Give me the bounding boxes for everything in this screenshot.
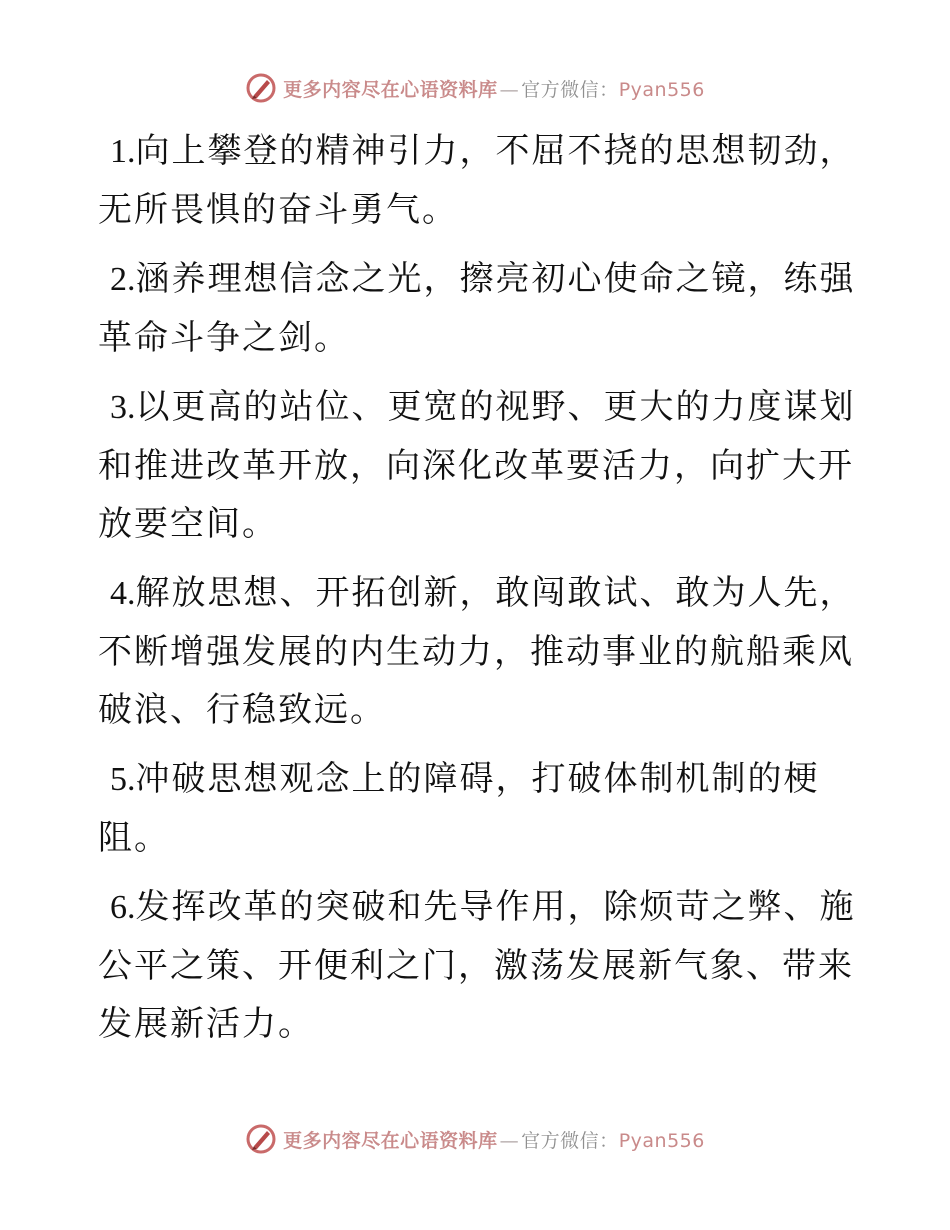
- item-number: 2.: [110, 261, 136, 298]
- watermark-wechat-id: Pyan556: [618, 1129, 705, 1152]
- item-number: 1.: [110, 133, 136, 170]
- item-text: 向上攀登的精神引力，不屈不挠的思想韧劲，无所畏惧的奋斗勇气。: [98, 131, 856, 230]
- watermark-dash: —: [499, 1129, 520, 1152]
- list-item: [98, 564, 858, 739]
- list-item: [98, 250, 858, 367]
- item-number: 3.: [110, 389, 136, 426]
- watermark-dash: —: [499, 78, 520, 101]
- watermark-official-label: 官方微信：: [521, 78, 619, 101]
- list-item: [98, 378, 858, 553]
- list-item: [98, 878, 858, 1053]
- watermark-brand: 更多内容尽在心语资料库: [283, 78, 498, 101]
- item-number: 6.: [110, 889, 136, 926]
- fountain-pen-logo-icon: [245, 72, 277, 104]
- item-text: 冲破思想观念上的障碍，打破体制机制的梗阻。: [98, 759, 820, 858]
- item-text: 涵养理想信念之光，擦亮初心使命之镜，练强革命斗争之剑。: [98, 259, 856, 358]
- watermark-official-label: 官方微信：: [521, 1129, 619, 1152]
- watermark-brand: 更多内容尽在心语资料库: [283, 1129, 498, 1152]
- fountain-pen-logo-icon: [245, 1123, 277, 1155]
- item-text: 解放思想、开拓创新，敢闯敢试、敢为人先，不断增强发展的内生动力，推动事业的航船乘风破浪、行稳致远。: [98, 573, 856, 730]
- item-number: 5.: [110, 761, 136, 798]
- item-text: 以更高的站位、更宽的视野、更大的力度谋划和推进改革开放，向深化改革要活力，向扩大开放要空间。: [98, 387, 856, 544]
- item-text: 发挥改革的突破和先导作用，除烦苛之弊、施公平之策、开便利之门，激荡发展新气象、带来发展新活力。: [98, 887, 856, 1044]
- header-watermark: [0, 72, 950, 104]
- document-body: [98, 122, 858, 1064]
- watermark-wechat-id: Pyan556: [618, 78, 705, 101]
- item-number: 4.: [110, 575, 136, 612]
- list-item: [98, 750, 858, 867]
- list-item: [98, 122, 858, 239]
- footer-watermark: [0, 1123, 950, 1155]
